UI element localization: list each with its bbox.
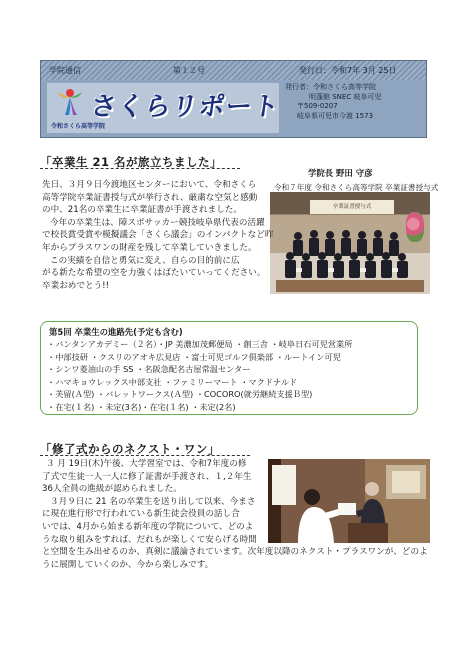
section1-line: 卒業おめでとう!!: [42, 280, 110, 291]
sakura-person-logo-icon: [55, 86, 85, 116]
section2-heading-rule: [40, 455, 250, 456]
publisher-line: 明蓬館 SNEC 岐阜可児: [309, 92, 382, 101]
section1-line: 年からプラスワンの財産を残して卒業していきました。: [42, 242, 257, 253]
publisher-line: 岐阜県可児市今渡 1573: [297, 111, 374, 120]
destinations-title: 第5回 卒業生の進路先(予定も含む): [49, 327, 183, 337]
graduates-group-figure: [276, 222, 424, 292]
section2-line: と空間を生み出せるのか、真剣に議論されています。次年度以降のネクスト・プラスワンが、どのよ: [42, 547, 428, 558]
destination-line: ・在宅(１名) ・未定(3名)・在宅(１名) ・未定(2名): [47, 401, 236, 412]
issue-number: 第１２号: [173, 66, 205, 75]
newsletter-title: さくらリポート: [88, 92, 282, 122]
section2-line: 了式で生徒一人一人に修了証書が手渡され、１,２年生: [42, 471, 252, 482]
section2-body: [42, 458, 428, 571]
section1-line: の中、21名の卒業生に卒業証書が手渡されました。: [42, 205, 242, 216]
issue-date: 発行日：令和7年 3月 25日: [299, 66, 397, 75]
section1-line: で校長賞受賞や模擬議会「さくら議会」のインパクトなど昨: [42, 230, 274, 241]
publisher-line: 〒509-0207: [297, 102, 338, 110]
section1-line: 今年の卒業生は、障スポサッカー競技岐阜県代表の活躍: [50, 217, 265, 228]
section2-line: うな取り組みをすれば、だれもが楽しくて安らげる時間: [42, 534, 257, 545]
stage-sign: 卒業証書授与式: [310, 200, 394, 214]
destinations-box: [40, 321, 418, 415]
section2-line: 36人全員の進級が認められました。: [42, 484, 182, 495]
section1-line: この実績を自信と勇気に変え、自らの目的前に広: [50, 255, 240, 266]
graduation-group-photo: [270, 192, 430, 294]
section2-line: うに展開していくのか、今から楽しみです。: [42, 559, 214, 570]
author-line: 学院長 野田 守彦: [308, 168, 373, 178]
destination-line: ・シンワ菱油山の手 SS ・名阪急配名古屋常温センター: [47, 364, 251, 375]
newsletter-series: 学院通信: [49, 66, 81, 75]
section1-line: 先日、３月９日今渡地区センターにおいて、令和さくら: [42, 180, 257, 190]
section2-line: ３ 月 19日(木)午後、大学習室では、令和7年度の修: [46, 459, 247, 469]
section2-line: に現在進行形で行われている新生徒会役員の話し合: [42, 509, 240, 520]
section1-line: 高等学院卒業証書授与式が挙行され、厳粛な空気と感動: [42, 192, 258, 203]
section2-heading: 「修了式からのネクスト・ワン」: [40, 442, 220, 456]
masthead-info-row: [41, 61, 426, 80]
destination-line: ・芙留(Ａ型) ・バレットワークス(Ａ型) ・COCORO(就労継続支援Ｂ型): [47, 389, 313, 400]
section2-line: いでは、4月から始まる新年度の学院について、どのよ: [42, 521, 254, 532]
section2-line: ３月９日に 21 名の卒業生を送り出して以来、今まさ: [50, 496, 256, 507]
destination-line: ・ハマキョウレックス中部支社 ・ファミリーマート ・マクドナルド: [47, 376, 298, 387]
section1-heading-rule: [40, 168, 240, 169]
photo1-caption: 令和７年度 令和さくら高等学院 卒業証書授与式: [274, 183, 439, 192]
section1-line: がる新たな希望の空を力強くはばたいていってください。: [42, 268, 266, 279]
destination-line: ・中部技研 ・クスリのアオキ広見店 ・富士可児ゴルフ倶楽部 ・ルートイン可児: [47, 351, 341, 362]
destination-line: ・バンタンアカデミー（２名）・JP 美濃加茂郵便局 ・創三舎 ・岐阜日石可児営業所: [47, 339, 353, 349]
destinations-list: [47, 338, 352, 414]
section1-body: [42, 179, 273, 292]
school-name-small: 令和さくら高等学院: [51, 123, 106, 130]
publisher-line: 発行者：令和さくら高等学院: [285, 83, 376, 91]
publisher-info: [285, 83, 421, 135]
section1-heading: 「卒業生 21 名が旅立ちました」: [40, 155, 223, 169]
masthead: [40, 60, 427, 138]
